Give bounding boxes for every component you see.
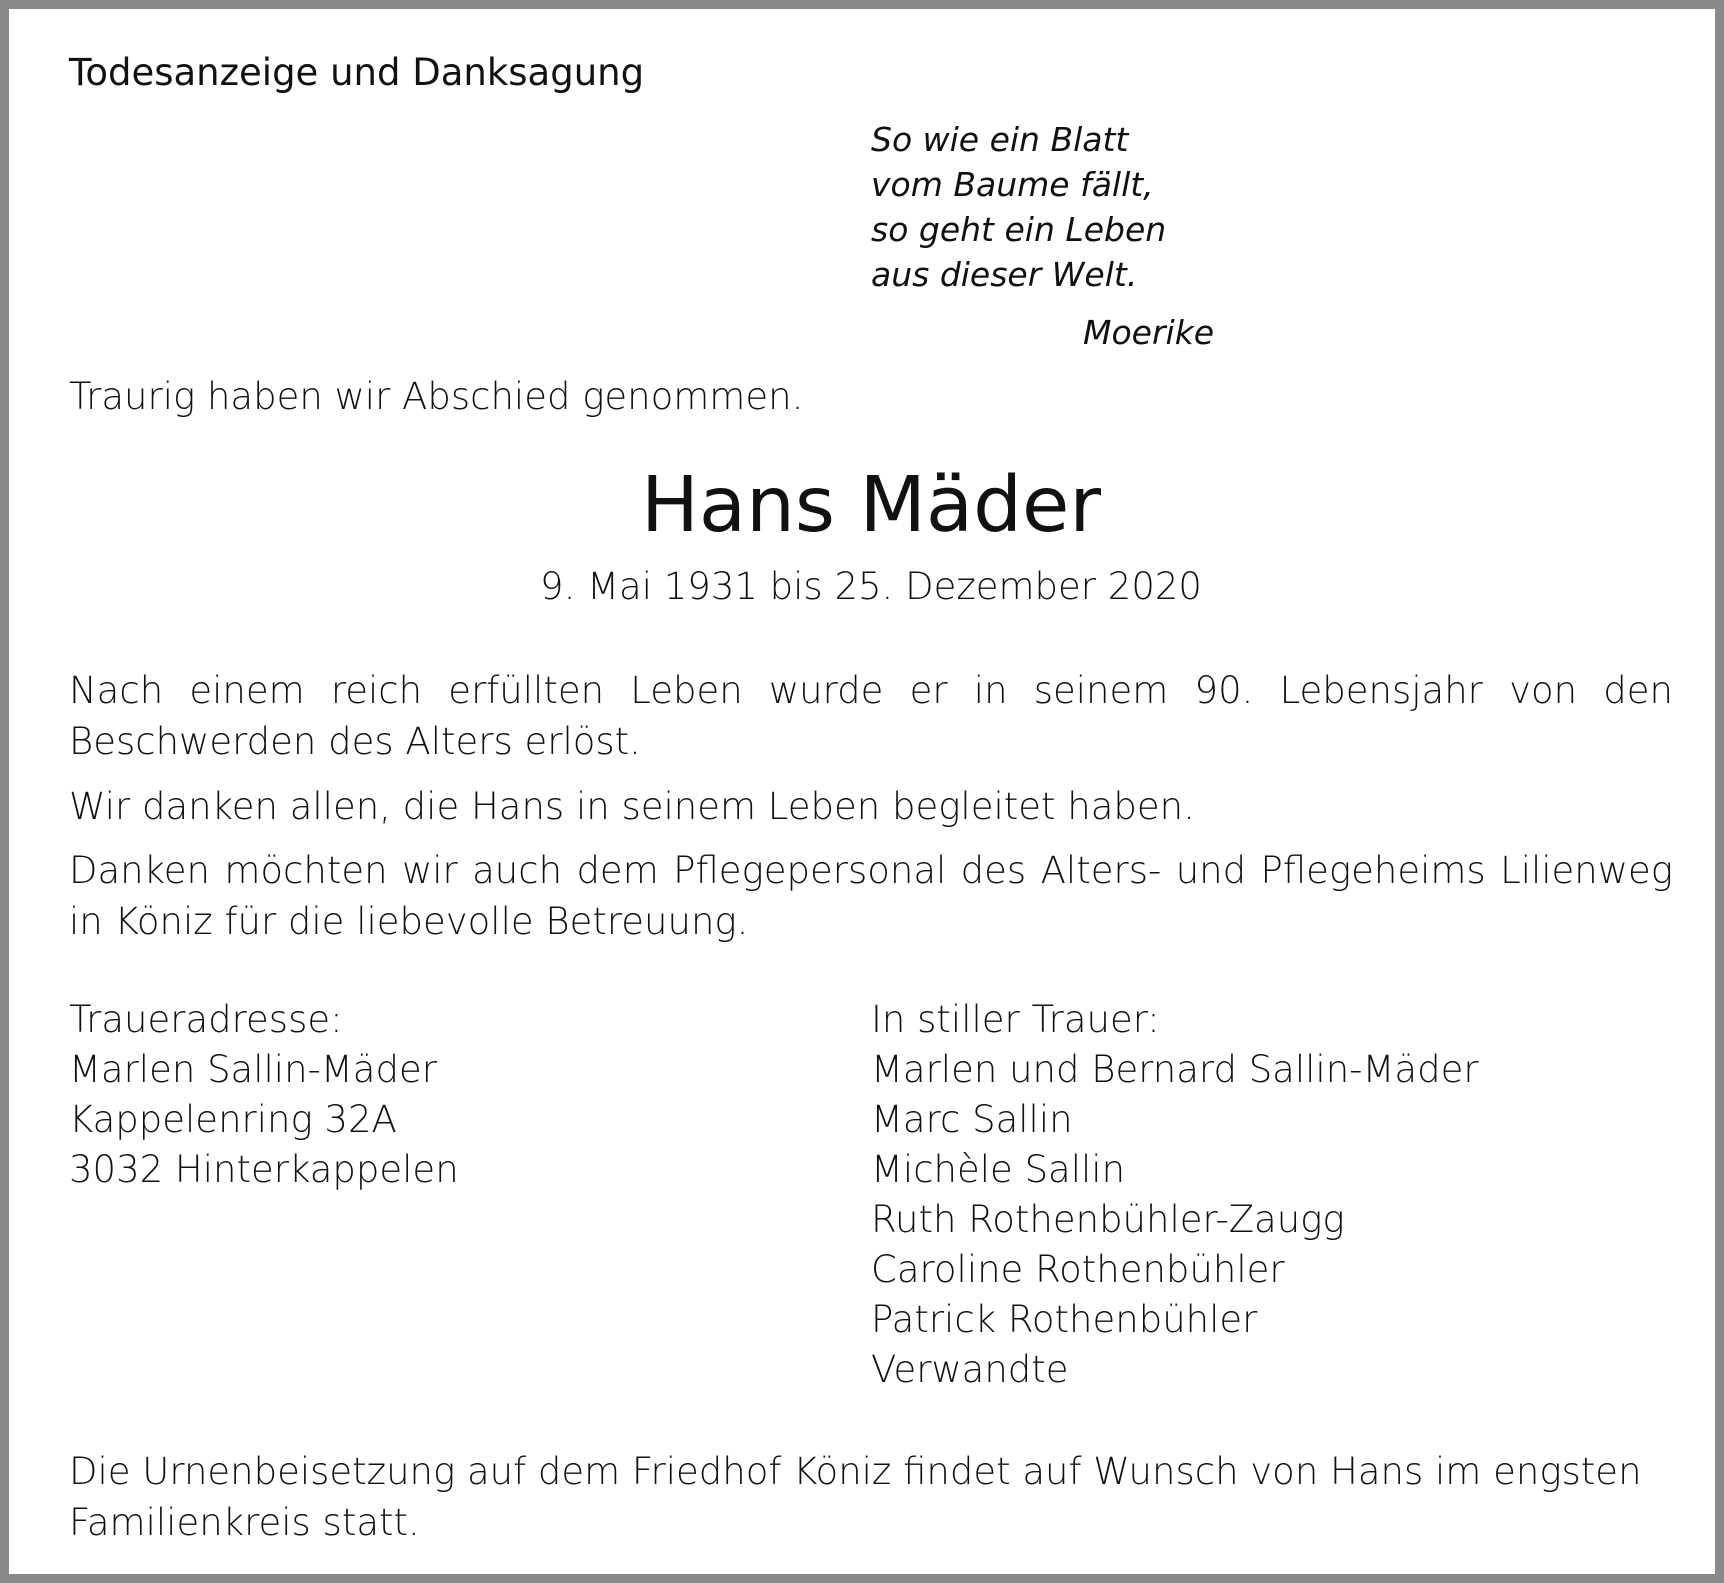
address-line: 3032 Hinterkappelen (69, 1148, 459, 1191)
mourner-name: Caroline Rothenbühler (871, 1248, 1285, 1291)
mourner-name: Ruth Rothenbühler-Zaugg (871, 1198, 1345, 1241)
mourning-address (69, 995, 459, 1195)
mourner-name: Verwandte (871, 1348, 1069, 1391)
mourner-name: Marlen und Bernard Sallin-Mäder (871, 1048, 1479, 1091)
poem-author: Moerike (1083, 313, 1215, 352)
notice-heading: Todesanzeige und Danksagung (69, 51, 645, 94)
poem-line: vom Baume fällt, (871, 165, 1154, 204)
address-label: Traueradresse: (69, 998, 343, 1041)
paragraph-life: Nach einem reich erfüllten Leben wurde er in seinem 90. Lebensjahr von den Beschwerden des Alters erlöst. (69, 669, 1673, 763)
poem-quote (871, 117, 1166, 297)
paragraph-thanks: Wir danken allen, die Hans in seinem Leben begleitet haben. (69, 785, 1195, 828)
poem-line: so geht ein Leben (871, 210, 1167, 249)
mourner-name: Marc Sallin (871, 1098, 1073, 1141)
mourner-name: Patrick Rothenbühler (871, 1298, 1258, 1341)
poem-line: So wie ein Blatt (871, 120, 1129, 159)
mourner-name: Michèle Sallin (871, 1148, 1126, 1191)
poem-line: aus dieser Welt. (871, 255, 1138, 294)
paragraph-care-thanks: Danken möchten wir auch dem Pflegepersonal des Alters- und Pflegeheims Lilienweg in Köniz für die liebevolle Betreuung. (69, 849, 1673, 943)
deceased-name: Hans Mäder (640, 461, 1101, 550)
life-dates: 9. Mai 1931 bis 25. Dezember 2020 (540, 565, 1202, 608)
mourners-label: In stiller Trauer: (871, 998, 1160, 1041)
intro-text: Traurig haben wir Abschied genommen. (69, 375, 804, 418)
burial-note: Die Urnenbeisetzung auf dem Friedhof Köniz findet auf Wunsch von Hans im engsten Familienkreis statt. (69, 1450, 1642, 1544)
address-line: Kappelenring 32A (69, 1098, 397, 1141)
address-line: Marlen Sallin-Mäder (69, 1048, 437, 1091)
mourners-list (871, 995, 1479, 1395)
